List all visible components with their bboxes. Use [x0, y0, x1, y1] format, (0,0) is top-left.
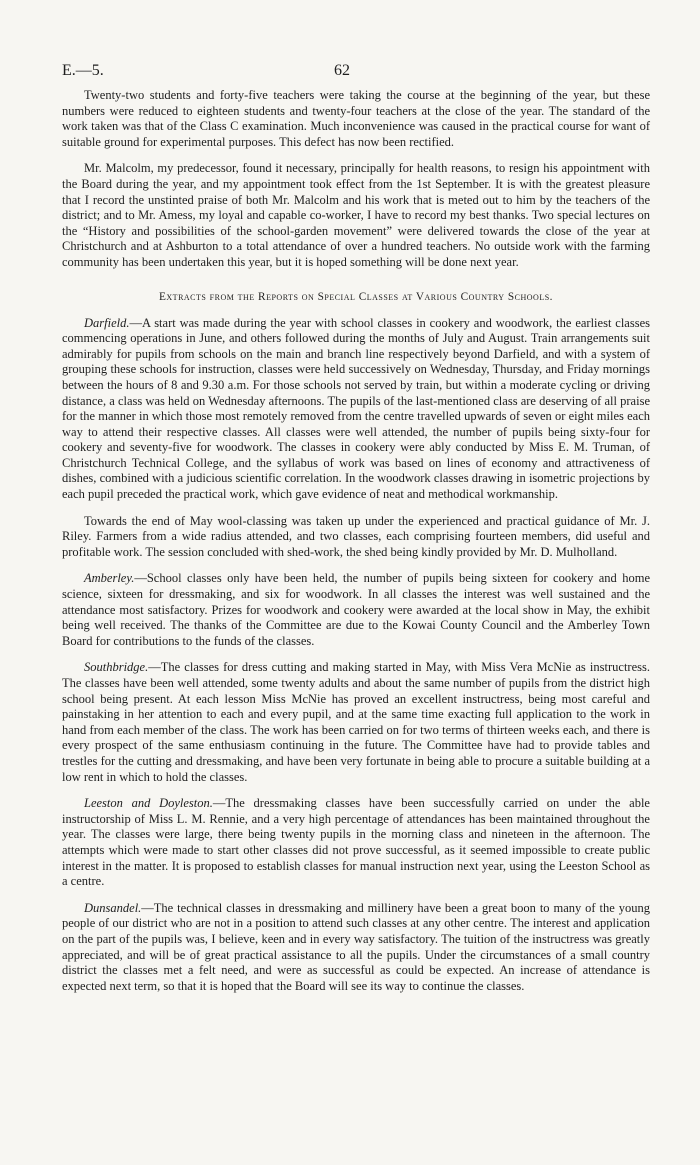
report-dunsandel [62, 901, 650, 995]
report-southbridge [62, 660, 650, 785]
page-header [62, 62, 650, 88]
report-place: Amberley. [84, 571, 135, 586]
intro-paragraph-2: Mr. Malcolm, my predecessor, found it necessary, principally for health reasons, to resign his appointment with the Board during the year, and my appointment took effect from the 1st September. It is with the greatest pleasure that I record the unstinted praise of both Mr. Malcolm and his work that is meted out to him by the teachers of the district; and to Mr. Amess, my loyal and capable co-worker, I have to record my best thanks. Two special lectures on the “History and possibilities of the school-garden movement” were delivered towards the close of the year at Christchurch and at Ashburton to a total attendance of over a hundred teachers. No outside work with the farming community has been undertaken this year, but it is hoped something will be done next year. [62, 161, 650, 269]
report-leeston-doyleston [62, 796, 650, 890]
report-darfield-woolclassing [62, 514, 650, 561]
report-place: Leeston and Doyleston. [84, 796, 213, 811]
report-place: Southbridge. [84, 660, 149, 675]
report-darfield [62, 316, 650, 503]
report-amberley [62, 571, 650, 649]
page-number: 62 [334, 62, 350, 79]
report-text: —A start was made during the year with school classes in cookery and woodwork, the earliest classes commencing operations in June, and others followed during the months of July and August. Train arrangements suit admirably for pupils from schools on the main and branch line respectively beyond Darfield, and with a system of grouping these schools for instruction, classes were held successively on Wednesday, Thursday, and Friday mornings between the hours of 8 and 9.30 a.m. For those schools not served by train, but within a moderate cycling or driving distance, a class was held on Wednesday afternoons. The pupils of the last-mentioned class are deserving of all praise for the manner in which those most remotely removed from the centre travelled upwards of seven or eight miles each way to attend their respective classes. All classes were well attended, the number of pupils being sixty-four for cookery and seventy-five for woodwork. The classes in cookery were ably conducted by Miss E. M. Truman, of Christchurch Technical College, and the syllabus of work was based on lines of economy and attractiveness of dishes, combined with a judicious scientific correlation. In the woodwork classes drawing in isometric projections by each pupil preceded the practical work, which gave evidence of neat and methodical workmanship. [62, 315, 650, 502]
report-place: Darfield. [84, 315, 130, 330]
intro-paragraph-1: Twenty-two students and forty-five teachers were taking the course at the beginning of the year, but these numbers were reduced to eighteen students and twenty-four teachers at the close of the year. The standard of the work taken was that of the Class C examination. Much inconvenience was caused in the practical course for want of suitable ground for experimental purposes. This defect has now been rectified. [62, 88, 650, 149]
report-text: —School classes only have been held, the number of pupils being sixteen for cookery and home science, sixteen for dressmaking, and six for woodwork. In all classes the interest was well sustained and the attendance most satisfactory. Prizes for woodwork and cookery were awarded at the local show in May, the exhibit being well received. The thanks of the Committee are due to the Kowai County Council and the Amberley Town Board for contributions to the funds of the classes. [62, 571, 650, 648]
report-text: —The technical classes in dressmaking and millinery have been a great boon to many of the young people of our district who are not in a position to attend such classes at any other centre. The interest and application on the part of the pupils was, I believe, keen and in every way satisfactory. The tuition of the instructress was greatly appreciated, and will be of great practical assistance to all the pupils. Under the circumstances of a small country district the classes met a felt need, and were as successful as could be expected. An increase of attendance is expected next term, so that it is hoped that the Board will see its way to continue the classes. [62, 900, 650, 993]
section-heading: Extracts from the Reports on Special Classes at Various Country Schools. [159, 290, 553, 303]
report-place: Dunsandel. [84, 900, 142, 915]
report-text: —The dressmaking classes have been successfully carried on under the able instructorship of Miss L. M. Rennie, and a very high percentage of attendances has been maintained throughout the year. The classes were large, there being twenty pupils in the morning class and nineteen in the afternoon. The attempts which were made to start other classes did not prove successful, as it seemed impossible to create public interest in the matter. It is proposed to establish classes for manual instruction next year, using the Leeston School as a centre. [62, 796, 650, 889]
report-text: —The classes for dress cutting and making started in May, with Miss Vera McNie as instructress. The classes have been well attended, some twenty adults and about the same number of pupils from the district high school being present. At each lesson Miss McNie has proved an excellent instructress, being most careful and painstaking in her attention to each and every pupil, and at the same time exacting full application to the work in hand from each member of the class. The work has been carried on for two terms of thirteen weeks each, and there is every prospect of the same enthusiasm continuing in the future. The Committee have had to provide tables and trestles for the cutting and dressmaking, and have been very fortunate in being able to procure a suitable building at a low rent in which to hold the classes. [62, 660, 650, 784]
report-text: Towards the end of May wool-classing was taken up under the experienced and practical guidance of Mr. J. Riley. Farmers from a wide radius attended, and two classes, each comprising fourteen members, did useful and profitable work. The session concluded with shed-work, the shed being kindly provided by Mr. D. Mulholland. [62, 513, 650, 559]
document-reference: E.—5. [62, 62, 104, 79]
